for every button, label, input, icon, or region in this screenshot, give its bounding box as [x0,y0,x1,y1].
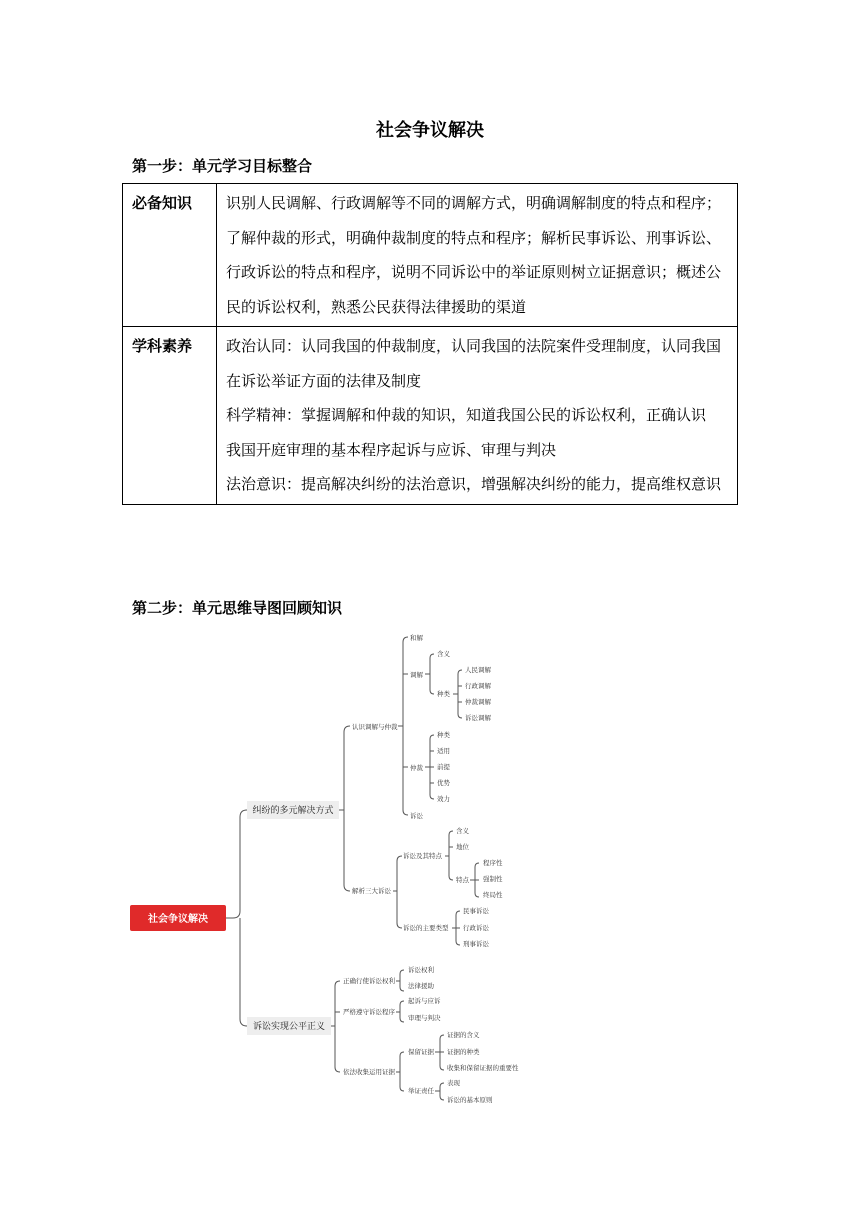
node-label: 优势 [437,779,450,787]
node-label: 行政调解 [465,682,491,690]
node-label: 地位 [456,843,469,851]
node-label: 诉讼 [410,812,423,820]
node-label: 证据的含义 [447,1031,480,1039]
node-label: 依法收集运用证据 [343,1068,395,1076]
branch-label: 纠纷的多元解决方式 [252,806,334,816]
node-label: 调解 [410,671,423,679]
node-label: 收集和保留证据的重要性 [447,1064,519,1072]
connector [344,726,350,891]
connector [425,654,434,694]
connector [425,735,434,799]
node-label: 诉讼的主要类型 [403,924,449,932]
node-label: 认识调解与仲裁 [352,723,398,731]
node-label: 特点 [456,876,469,884]
literacy-line: 我国开庭审理的基本程序起诉与应诉、审理与判决 [226,440,557,459]
connector [396,970,404,991]
node-label: 严格遵守诉讼程序 [343,1008,395,1016]
row-text-knowledge: 识别人民调解、行政调解等不同的调解方式，明确调解制度的特点和程序；了解仲裁的形式，明确仲裁制度的特点和程序；解析民事诉讼、刑事诉讼、行政诉讼的特点和程序，说明不同诉讼中的举证原则树立证据意识；概述公民的诉讼权利，熟悉公民获得法律援助的渠道 [217,184,738,327]
branch-label: 诉讼实现公平正义 [252,1022,326,1032]
node-label: 强制性 [483,875,503,883]
node-label: 含义 [437,650,450,658]
row-head-literacy: 学科素养 [123,327,217,505]
table-row [123,184,738,327]
node-label: 终局性 [483,891,503,899]
literacy-line: 科学精神：掌握调解和仲裁的知识，知道我国公民的诉讼权利，正确认识 [226,406,707,424]
row-text-literacy [217,327,738,505]
node-label: 仲裁 [410,764,423,772]
node-label: 程序性 [483,859,503,867]
page-title: 社会争议解决 [376,120,484,141]
node-label: 和解 [410,634,423,642]
node-label: 起诉与应诉 [408,997,441,1005]
connector [398,637,408,815]
node-label: 行政诉讼 [463,924,489,932]
connector [445,831,453,880]
connector [226,810,247,918]
mind-map [120,625,540,1110]
node-label: 种类 [437,690,450,698]
node-label: 效力 [437,795,450,803]
step2-heading: 第二步：单元思维导图回顾知识 [132,599,343,617]
connector [470,863,479,897]
connector [435,1035,444,1070]
connector [331,981,340,1072]
root-label: 社会争议解决 [148,914,208,925]
connector [452,911,460,945]
connector [393,856,402,928]
node-label: 诉讼及其特点 [403,852,442,860]
connector [396,1001,404,1022]
connector [240,918,247,1026]
node-label: 种类 [437,731,450,739]
connector [435,1083,444,1100]
learning-goals-table [122,183,738,505]
node-label: 诉讼权利 [408,966,434,974]
literacy-line: 法治意识：提高解决纠纷的法治意识，增强解决纠纷的能力，提高维权意识 [226,475,722,493]
node-label: 法律援助 [408,982,434,990]
node-label: 适用 [437,747,450,755]
node-label: 诉讼的基本原则 [447,1096,493,1104]
node-label: 审理与判决 [408,1014,441,1022]
node-label: 保留证据 [408,1048,434,1056]
node-label: 举证责任 [408,1087,434,1095]
table-row [123,327,738,505]
connector [453,670,462,718]
node-label: 含义 [456,827,469,835]
node-label: 证据的种类 [447,1048,480,1056]
literacy-line: 政治认同：认同我国的仲裁制度，认同我国的法院案件受理制度，认同我国在诉讼举证方面的法律及制度 [226,337,722,390]
connector [396,1052,404,1091]
node-label: 刑事诉讼 [463,940,489,948]
node-label: 前提 [437,763,450,771]
node-label: 诉讼调解 [465,714,491,722]
node-label: 解析三大诉讼 [352,887,391,895]
step1-heading: 第一步：单元学习目标整合 [132,157,313,175]
node-label: 正确行使诉讼权利 [343,977,395,985]
node-label: 表现 [447,1079,460,1087]
node-label: 民事诉讼 [463,907,489,915]
node-label: 仲裁调解 [465,698,491,706]
node-label: 人民调解 [465,666,491,674]
row-head-knowledge: 必备知识 [123,184,217,327]
